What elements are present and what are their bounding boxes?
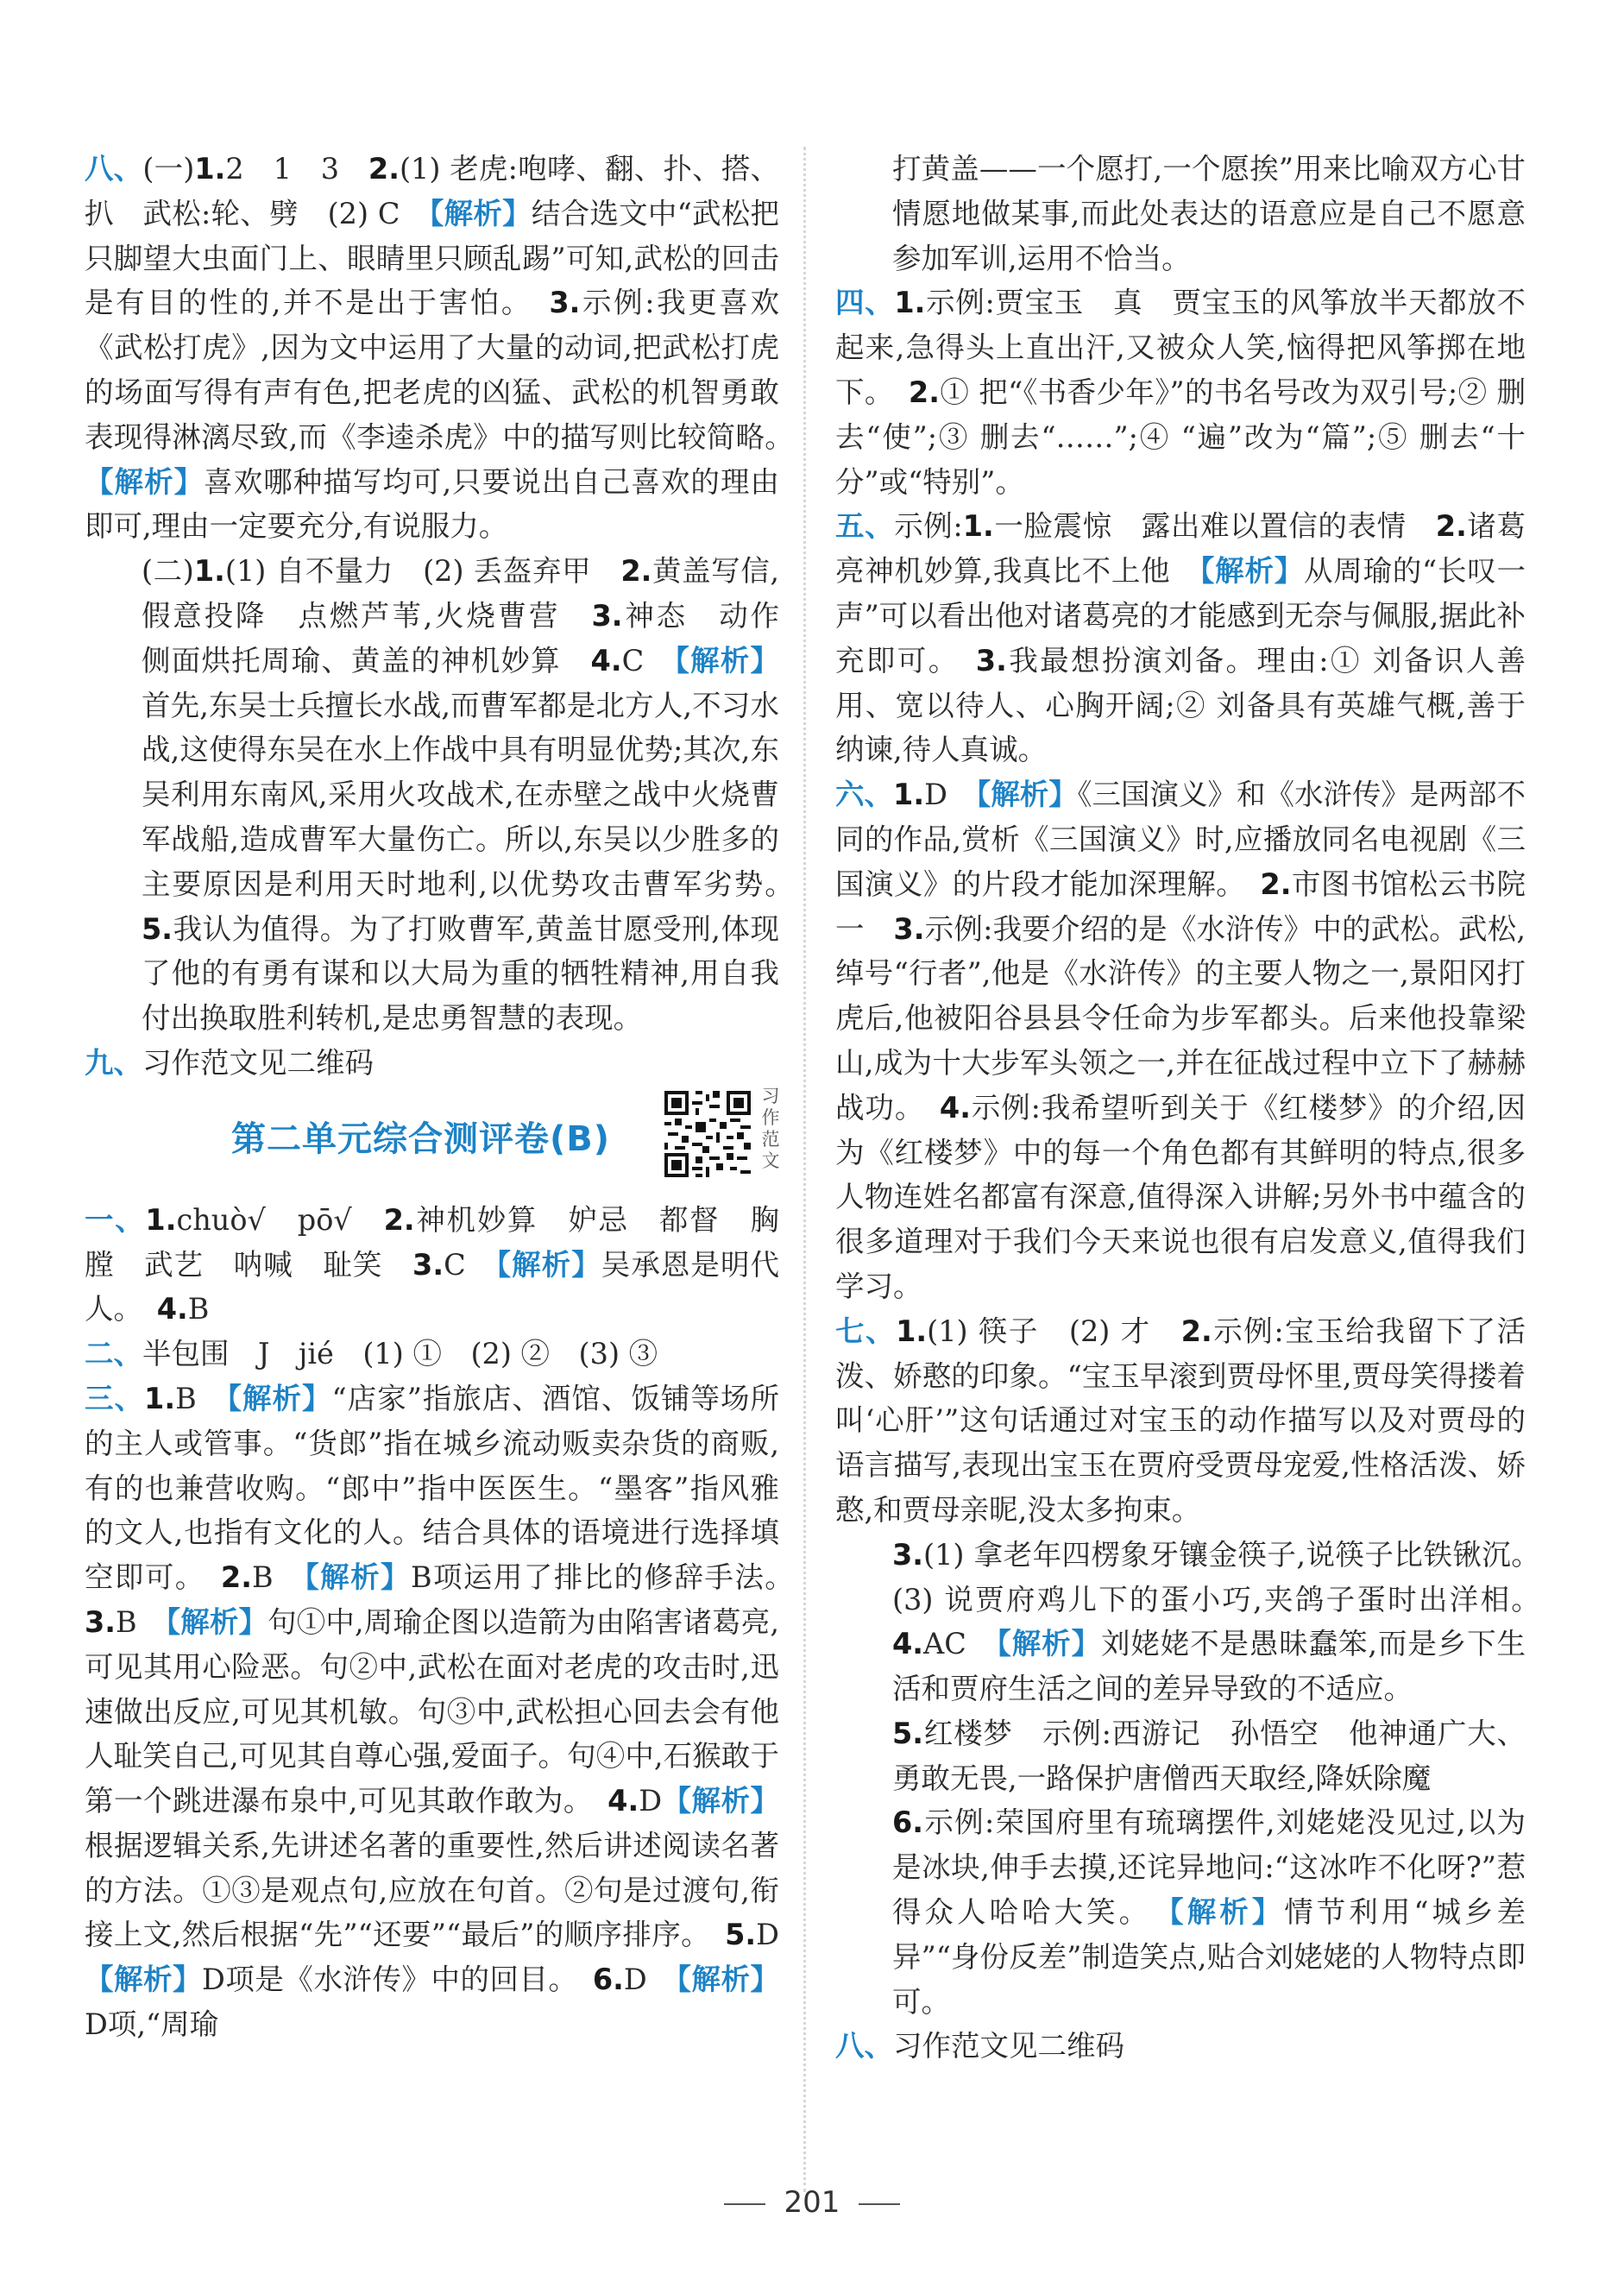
answer-section-8: 八、习作范文见二维码	[835, 2029, 1124, 2064]
section-number: 二、	[85, 1337, 142, 1371]
answer-section-7-q3-q4: 3.(1) 拿老年四楞象牙镶金筷子,说筷子比铁锹沉。 (3) 说贾府鸡儿下的蛋小巧,夹鸽子蛋时出洋相。 4.AC 【解析】刘姥姥不是愚昧蠢笨,而是乡下生活和贾府生活之间的差异导致的不适应。	[892, 1537, 1555, 1706]
page-number-dash	[859, 2203, 900, 2205]
analysis-tag: 【解析】	[227, 1381, 332, 1415]
unit-test-header	[85, 1086, 779, 1198]
answer-section-3: 三、1.B 【解析】“店家”指旅店、酒馆、饭铺等场所的主人或管事。“货郎”指在城乡流动贩卖杂货的商贩,有的也兼营收购。“郎中”指中医医生。“墨客”指风雅的文人,也指有文化的人。结合具体的语境进行选择填空即可。 2.B 【解析】B项运用了排比的修辞手法。 3.B 【解析】句①中,周瑜企图以造箭为由陷害诸葛亮,可见其用心险恶。句②中,武松在面对老虎的攻击时,迅速做出反应,可见其机敏。句③中,武松担心回去会有他人耻笑自己,可见其自尊心强,爱面子。句④中,石猴敢于第一个跳进瀑布泉中,可见其敢作敢为。 4.D【解析】根据逻辑关系,先讲述名著的重要性,然后讲述阅读名著的方法。①③是观点句,应放在句首。②句是过渡句,衔接上文,然后根据“先”“还要”“最后”的顺序排序。 5.D 【解析】D项是《水浒传》中的回目。 6.D 【解析】D项,“周瑜	[85, 1381, 809, 2042]
right-column	[835, 147, 1555, 2069]
page-number-dash	[724, 2203, 765, 2205]
answer-section-1: 一、1.chuò√ pō√ 2.神机妙算 妒忌 都督 胸膛 武艺 呐喊 耻笑 3.C 【解析】吴承恩是明代人。 4.B	[85, 1202, 780, 1326]
analysis-tag: 【解析】	[429, 196, 532, 230]
analysis-tag: 【解析】	[662, 1784, 779, 1818]
analysis-tag: 【解析】	[677, 1963, 780, 1997]
analysis-tag: 【解析】	[496, 1247, 601, 1282]
section-number: 五、	[835, 509, 895, 544]
section-number: 七、	[835, 1314, 897, 1348]
answer-section-8-part-2: (二)1.(1) 自不量力 (2) 丢盔弃甲 2.黄盖写信,假意投降 点燃芦苇,火烧曹营 3.神态 动作 侧面烘托周瑜、黄盖的神机妙算 4.C 【解析】首先,东吴士兵擅长水战,而曹军都是北方人,不习水战,这使得东吴在水上作战中具有明显优势;其次,东吴利用东南风,采用火攻战术,在赤壁之战中火烧曹军战船,造成曹军大量伤亡。所以,东吴以少胜多的主要原因是利用天时地利,以优势攻击曹军劣势。 5.我认为值得。为了打败曹军,黄盖甘愿受刑,体现了他的有勇有谋和以大局为重的牺牲精神,用自我付出换取胜利转机,是忠勇智慧的表现。	[142, 554, 809, 1036]
section-number: 八、	[835, 2029, 893, 2064]
unit-test-title: 第二单元综合测评卷(B)	[231, 1118, 611, 1159]
qr-code-label: 习作范文	[761, 1085, 780, 1171]
analysis-tag: 【解析】	[997, 1627, 1101, 1661]
answer-section-7-q5: 5.红楼梦 示例:西游记 孙悟空 他神通广大、勇敢无畏,一路保护唐僧西天取经,降妖除魔	[892, 1716, 1526, 1795]
section-number: 六、	[835, 778, 894, 812]
section-number: 九、	[85, 1045, 142, 1080]
page-number: 201	[0, 2185, 1624, 2220]
left-column	[85, 147, 809, 2047]
section-number: 八、	[85, 152, 143, 186]
analysis-tag: 【解析】	[1168, 1895, 1285, 1930]
answer-section-5: 五、示例:1.一脸震惊 露出难以置信的表情 2.诸葛亮神机妙算,我真比不上他 【解析】从周瑜的“长叹一声”可以看出他对诸葛亮的才能感到无奈与佩服,据此补充即可。 3.我最想扮演刘备。理由:① 刘备识人善用、宽以待人、心胸开阔;② 刘备具有英雄气概,善于纳谏,待人真诚。	[835, 509, 1526, 767]
answer-section-9: 九、习作范文见二维码	[85, 1045, 374, 1080]
answer-section-2: 二、半包围 J jié (1) ① (2) ② (3) ③	[85, 1337, 658, 1371]
analysis-tag: 【解析】	[85, 1963, 203, 1997]
section-number: 三、	[85, 1381, 145, 1415]
analysis-tag: 【解析】	[1199, 554, 1304, 589]
section-number: 一、	[85, 1202, 146, 1237]
answer-section-3-continued: 打黄盖——一个愿打,一个愿挨”用来比喻双方心甘情愿地做某事,而此处表达的语意应是自己不愿意参加军训,运用不恰当。	[892, 152, 1526, 275]
section-number: 四、	[835, 286, 895, 320]
answer-section-8-part-1: 八、(一)1.2 1 3 2.(1) 老虎:咆哮、翻、扑、搭、扒 武松:轮、劈 (2) C 【解析】结合选文中“武松把只脚望大虫面门上、眼睛里只顾乱踢”可知,武松的回击是有目的性的,并不是出于害怕。 3.示例:我更喜欢《武松打虎》,因为文中运用了大量的动词,把武松打虎的场面写得有声有色,把老虎的凶猛、武松的机智勇敢表现得淋漓尽致,而《李逵杀虎》中的描写则比较简略。 【解析】喜欢哪种描写均可,只要说出自己喜欢的理由即可,理由一定要充分,有说服力。	[85, 152, 809, 544]
answer-section-4: 四、1.示例:贾宝玉 真 贾宝玉的风筝放半天都放不起来,急得头上直出汗,又被众人笑,恼得把风筝掷在地下。 2.① 把“《书香少年》”的书名号改为双引号;② 删去“使”;③ 删去“……”;④ “遍”改为“篇”;⑤ 删去“十分”或“特别”。	[835, 286, 1526, 499]
answer-section-7-q6: 6.示例:荣国府里有琉璃摆件,刘姥姥没见过,以为是冰块,伸手去摸,还诧异地问:“这冰咋不化呀?”惹得众人哈哈大笑。 【解析】情节利用“城乡差异”“身份反差”制造笑点,贴合刘姥姥的人物特点即可。	[892, 1805, 1526, 2019]
analysis-tag: 【解析】	[85, 464, 205, 499]
qr-code-icon[interactable]	[664, 1091, 751, 1177]
analysis-tag: 【解析】	[304, 1560, 411, 1595]
answer-section-7: 七、1.(1) 筷子 (2) 才 2.示例:宝玉给我留下了活泼、娇憨的印象。“宝玉早滚到贾母怀里,贾母笑得搂着叫‘心肝’”这句话通过对宝玉的动作描写以及对贾母的语言描写,表现出宝玉在贾府受贾母宠爱,性格活泼、娇憨,和贾母亲昵,没太多拘束。	[835, 1314, 1526, 1527]
analysis-tag: 【解析】	[675, 643, 779, 677]
analysis-tag: 【解析】	[166, 1604, 268, 1639]
answer-section-6: 六、1.D 【解析】《三国演义》和《水浒传》是两部不同的作品,赏析《三国演义》时,应播放同名电视剧《三国演义》的片段才能加深理解。 2.市图书馆松云书院 一 3.示例:我要介绍的是《水浒传》中的武松。武松,绰号“行者”,他是《水浒传》的主要人物之一,景阳冈打虎后,他被阳谷县县令任命为步军都头。后来他投靠梁山,成为十大步军头领之一,并在征战过程中立下了赫赫战功。 4.示例:我希望听到关于《红楼梦》的介绍,因为《红楼梦》中的每一个角色都有其鲜明的特点,很多人物连姓名都富有深意,值得深入讲解;另外书中蕴含的很多道理对于我们今天来说也很有启发意义,值得我们学习。	[835, 778, 1555, 1303]
analysis-tag: 【解析】	[976, 778, 1078, 812]
